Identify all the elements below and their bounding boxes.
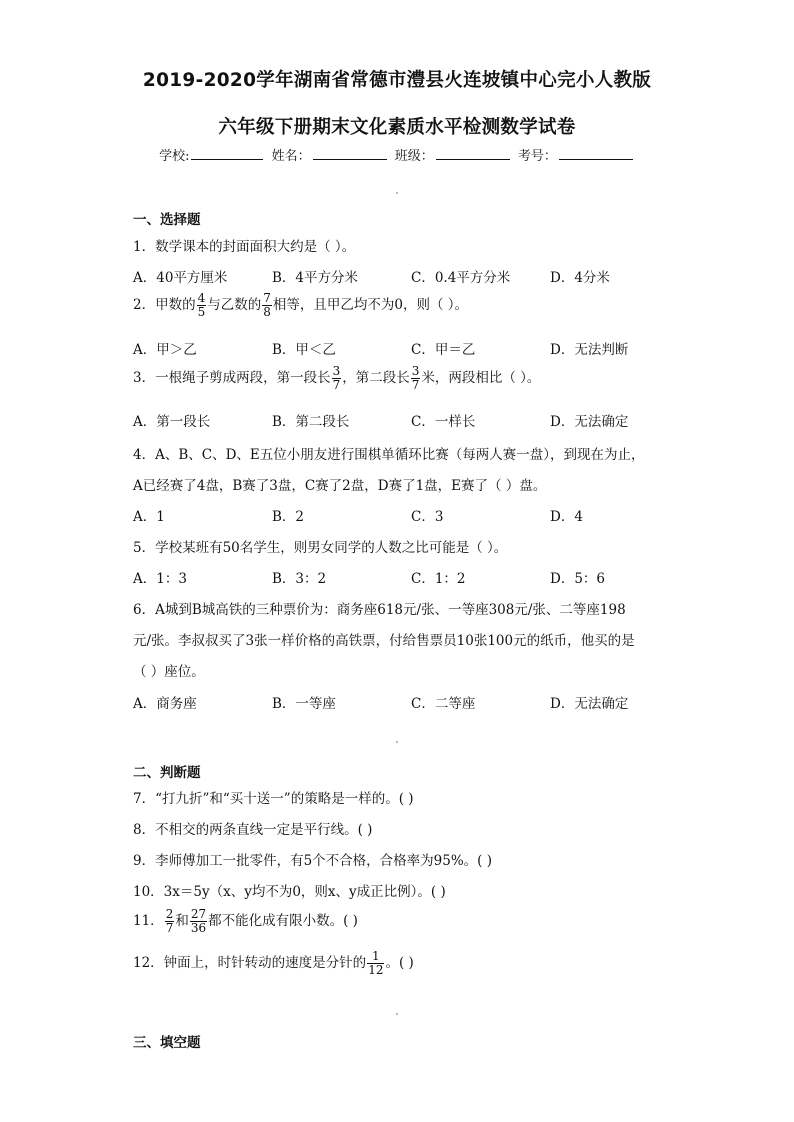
option-b[interactable]: B．4平方分米	[272, 270, 359, 286]
question-6-line-3: （ ）座位。	[133, 664, 205, 680]
option-a[interactable]: A．40平方厘米	[133, 270, 228, 286]
question-2-text-pre: 2．甲数的	[133, 297, 196, 313]
option-a[interactable]: A．甲＞乙	[133, 342, 197, 358]
fraction	[190, 908, 207, 935]
section-title-judgement: 二、判断题	[133, 765, 201, 781]
option-b[interactable]: B．一等座	[272, 696, 336, 712]
option-a[interactable]: A．1：3	[133, 571, 187, 587]
fraction-numerator: 27	[190, 907, 207, 921]
option-a[interactable]: A．第一段长	[133, 414, 211, 430]
fraction-numerator: 3	[411, 364, 420, 378]
fraction-denominator: 7	[411, 378, 420, 392]
question-5: 5．学校某班有50名学生，则男女同学的人数之比可能是（ ）。	[133, 540, 508, 556]
question-3-text-post: 米，两段相比（ ）。	[421, 370, 541, 386]
option-d[interactable]: D．4	[550, 509, 583, 525]
option-b[interactable]: B．甲＜乙	[272, 342, 336, 358]
question-4-line-2: A已经赛了4盘，B赛了3盘，C赛了2盘，D赛了1盘，E赛了（ ）盘。	[133, 478, 547, 494]
fraction	[367, 950, 384, 977]
title-line-1: 2019-2020学年湖南省常德市澧县火连坡镇中心完小人教版	[142, 70, 652, 91]
section-title-fill-in: 三、填空题	[133, 1035, 201, 1051]
question-12	[133, 950, 414, 977]
school-blank[interactable]	[191, 147, 263, 160]
question-11-text-post: 都不能化成有限小数。( )	[208, 913, 358, 929]
option-c[interactable]: C．甲＝乙	[411, 342, 476, 358]
fraction-denominator: 7	[332, 378, 341, 392]
question-12-text-post: 。( )	[385, 955, 414, 971]
option-a[interactable]: A．1	[133, 509, 165, 525]
class-label: 班级：	[394, 149, 434, 164]
name-label: 姓名：	[271, 149, 311, 164]
question-6-line-2: 元/张。李叔叔买了3张一样价格的高铁票，付给售票员10张100元的纸币，他买的是	[133, 633, 635, 649]
option-b[interactable]: B．3：2	[272, 571, 327, 587]
option-b[interactable]: B．2	[272, 509, 305, 525]
exam-no-blank[interactable]	[559, 147, 633, 160]
question-6-line-1: 6．A城到B城高铁的三种票价为：商务座618元/张、一等座308元/张、二等座198	[133, 602, 626, 618]
fraction	[332, 365, 342, 392]
option-c[interactable]: C．1：2	[411, 571, 466, 587]
question-2	[133, 292, 468, 319]
fraction	[197, 292, 207, 319]
option-d[interactable]: D．无法判断	[550, 342, 629, 358]
question-3	[133, 365, 540, 392]
question-3-text-pre: 3．一根绳子剪成两段，第一段长	[133, 370, 331, 386]
divider-dot	[396, 1013, 398, 1015]
question-4-line-1: 4．A、B、C、D、E五位小朋友进行围棋单循环比赛（每两人赛一盘），到现在为止，	[133, 447, 645, 463]
option-a[interactable]: A．商务座	[133, 696, 197, 712]
fraction-denominator: 8	[263, 305, 271, 319]
question-2-text-post: 相等，且甲乙均不为0，则（ ）。	[272, 297, 469, 313]
fraction-numerator: 2	[165, 907, 174, 921]
fraction	[165, 908, 175, 935]
fraction-denominator: 7	[165, 921, 174, 935]
fraction-numerator: 1	[367, 950, 384, 964]
divider-dot	[396, 192, 398, 194]
fraction-denominator: 36	[190, 921, 207, 935]
name-blank[interactable]	[313, 147, 387, 160]
option-b[interactable]: B．第二段长	[272, 414, 350, 430]
question-3-text-mid: ，第二段长	[342, 370, 410, 386]
question-11-text-mid: 和	[175, 913, 189, 929]
question-1: 1．数学课本的封面面积大约是（ ）。	[133, 239, 356, 255]
question-12-text-pre: 12．钟面上，时针转动的速度是分针的	[133, 955, 367, 971]
school-label: 学校:	[159, 149, 190, 164]
question-8: 8．不相交的两条直线一定是平行线。( )	[133, 822, 373, 838]
question-11-text-pre: 11．	[133, 913, 164, 929]
option-c[interactable]: C．一样长	[411, 414, 476, 430]
question-9: 9．李师傅加工一批零件，有5个不合格，合格率为95%。( )	[133, 853, 493, 869]
option-d[interactable]: D．4分米	[550, 270, 610, 286]
fraction-denominator: 12	[368, 963, 384, 977]
option-c[interactable]: C．3	[411, 509, 444, 525]
title-line-2: 六年级下册期末文化素质水平检测数学试卷	[218, 117, 576, 138]
question-7: 7．“打九折”和“买十送一”的策略是一样的。( )	[133, 791, 414, 807]
fraction	[262, 292, 272, 319]
option-c[interactable]: C．0.4平方分米	[411, 270, 511, 286]
class-blank[interactable]	[436, 147, 510, 160]
fraction	[411, 365, 421, 392]
exam-no-label: 考号：	[517, 149, 557, 164]
divider-dot	[396, 741, 398, 743]
option-d[interactable]: D．无法确定	[550, 414, 629, 430]
option-d[interactable]: D．5：6	[550, 571, 606, 587]
question-10: 10．3x＝5y（x、y均不为0，则x、y成正比例）。( )	[133, 884, 446, 900]
fraction-numerator: 3	[332, 364, 341, 378]
option-c[interactable]: C．二等座	[411, 696, 476, 712]
question-11	[133, 908, 358, 935]
question-2-text-mid: 与乙数的	[207, 297, 262, 313]
option-d[interactable]: D．无法确定	[550, 696, 629, 712]
fraction-numerator: 4	[197, 291, 206, 305]
fraction-numerator: 7	[263, 291, 271, 305]
student-info-line	[0, 145, 794, 164]
section-title-choice: 一、选择题	[133, 212, 201, 228]
fraction-denominator: 5	[197, 305, 206, 319]
